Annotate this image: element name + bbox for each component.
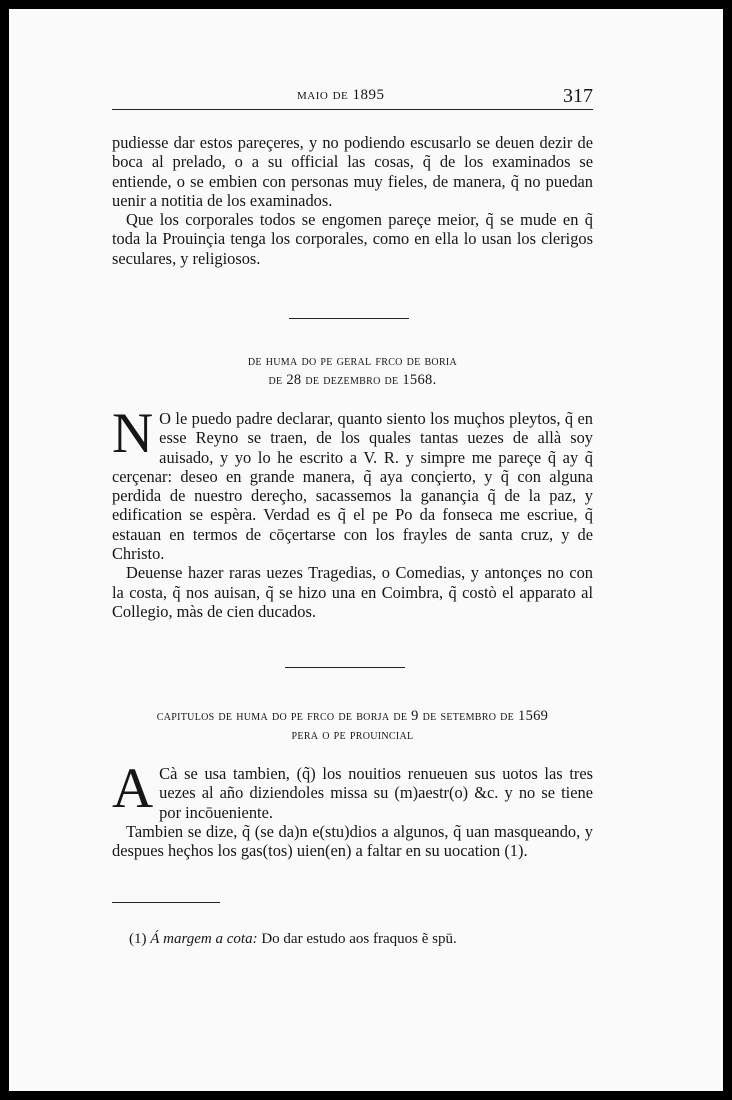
- corporales-paragraph: Que los corporales todos se engomen pareçe meior, q̃ se mude en q̃ toda la Prouinçia tenga los corporales, como en ella lo usan los clerigos seculares, y religiosos.: [112, 210, 593, 268]
- letter-1569-paragraph-text: Cà se usa tambien, (q̃) los nouitios renueuen sus uotos las tres uezes al año diziendoles missa su (m)aestr(o) &c. y no se tiene por incōueniente.: [159, 764, 593, 822]
- footnote-label: Á margem a cota:: [150, 931, 258, 947]
- estudios-paragraph: Tambien se dize, q̃ (se da)n e(stu)dios a algunos, q̃ uan masqueando, y despues heçhos los gas(tos) uien(en) a faltar en su uocation (1).: [112, 821, 593, 861]
- document-page: [9, 9, 723, 1091]
- footnote: [129, 930, 589, 948]
- footnote-rule: [112, 902, 220, 903]
- letter-1568: [112, 352, 593, 621]
- letter-1569-heading-line1: capitulos de huma do pe frco de borja de 9 de setembro de 1569: [156, 708, 549, 724]
- header-rule: [112, 109, 593, 110]
- continued-text-block: [112, 133, 593, 268]
- footnote-marker: (1): [129, 931, 147, 947]
- letter-1568-paragraph: [112, 402, 593, 564]
- letter-1569-paragraph: [112, 757, 593, 822]
- drop-cap: A: [112, 757, 154, 820]
- drop-cap: N: [112, 402, 154, 465]
- page-number: 317: [563, 85, 593, 107]
- footnote-text: Do dar estudo aos fraquos ẽ spū.: [261, 931, 457, 947]
- tragedias-paragraph: Deuense hazer raras uezes Tragedias, o Comedias, y antonçes no con la costa, q̃ nos auisan, q̃ se hizo una en Coimbra, q̃ costò el apparato al Collegio, màs de cien ducados.: [112, 563, 593, 621]
- letter-1568-heading-line1: de huma do pe geral frco de boria: [247, 353, 458, 369]
- letter-1569-heading-line2: pera o pe prouincial: [291, 727, 414, 743]
- section-divider: [285, 667, 405, 668]
- letter-1569: [112, 707, 593, 860]
- letter-1568-heading-line2: de 28 de dezembro de 1568.: [268, 372, 437, 388]
- continued-paragraph: pudiesse dar estos pareçeres, y no podiendo escusarlo se deuen dezir de boca al prelado, o a su official las cosas, q̃ de los examinados se entiende, o se embien con personas muy fieles, de manera, q̃ no puedan uenir a notitia de los examinados.: [112, 133, 593, 210]
- running-head-title: maio de 1895: [297, 87, 385, 103]
- running-head: [112, 85, 593, 115]
- letter-1568-paragraph-text: O le puedo padre declarar, quanto siento los muçhos pleytos, q̃ en esse Reyno se traen, de los quales tantas uezes de allà soy auisado, y yo lo he escrito a V. R. y simpre me pareçe q̃ ay q̃ cerçenar: deseo en grande manera, q̃ aya conçierto, y q̃ con alguna perdida de nuestro dereçho, sacassemos la ganançia q̃ de la paz, y edification se espèra. Verdad es q̃ el pe Po da fonseca me escriue, q̃ estauan en termos de cōçertarse con los frayles de santa cruz, y de Christo.: [112, 409, 593, 564]
- section-divider: [289, 318, 409, 319]
